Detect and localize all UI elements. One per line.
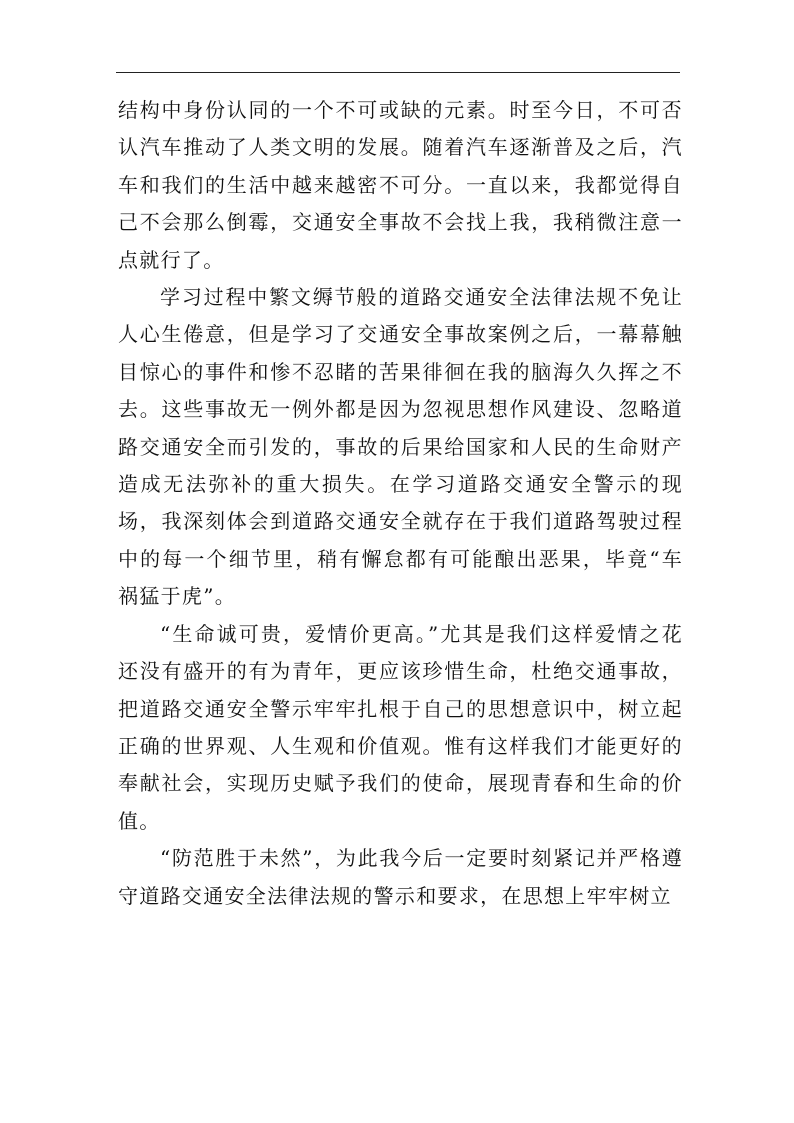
- paragraph-1: 结构中身份认同的一个不可或缺的元素。时至今日，不可否认汽车推动了人类文明的发展。随着汽车逐渐普及之后，汽车和我们的生活中越来越密不可分。一直以来，我都觉得自己不会那么倒霉，交通安全事故不会找上我，我稍微注意一点就行了。: [118, 98, 683, 272]
- paragraph-2: 学习过程中繁文缛节般的道路交通安全法律法规不免让人心生倦意，但是学习了交通安全事故案例之后，一幕幕触目惊心的事件和惨不忍睹的苦果徘徊在我的脑海久久挥之不去。这些事故无一例外都是因为忽视思想作风建设、忽略道路交通安全而引发的，事故的后果给国家和人民的生命财产造成无法弥补的重大损失。在学习道路交通安全警示的现场，我深刻体会到道路交通安全就存在于我们道路驾驶过程中的每一个细节里，稍有懈怠都有可能酿出恶果，毕竟“车祸猛于虎”。: [118, 285, 683, 609]
- header-rule: [116, 72, 680, 73]
- paragraph-4: “防范胜于未然”，为此我今后一定要时刻紧记并严格遵守道路交通安全法律法规的警示和要求，在思想上牢牢树立: [118, 846, 683, 908]
- paragraph-3: “生命诚可贵，爱情价更高。”尤其是我们这样爱情之花还没有盛开的有为青年，更应该珍惜生命，杜绝交通事故，把道路交通安全警示牢牢扎根于自己的思想意识中，树立起正确的世界观、人生观和价值观。惟有这样我们才能更好的奉献社会，实现历史赋予我们的使命，展现青春和生命的价值。: [118, 621, 683, 833]
- document-body: [118, 92, 683, 915]
